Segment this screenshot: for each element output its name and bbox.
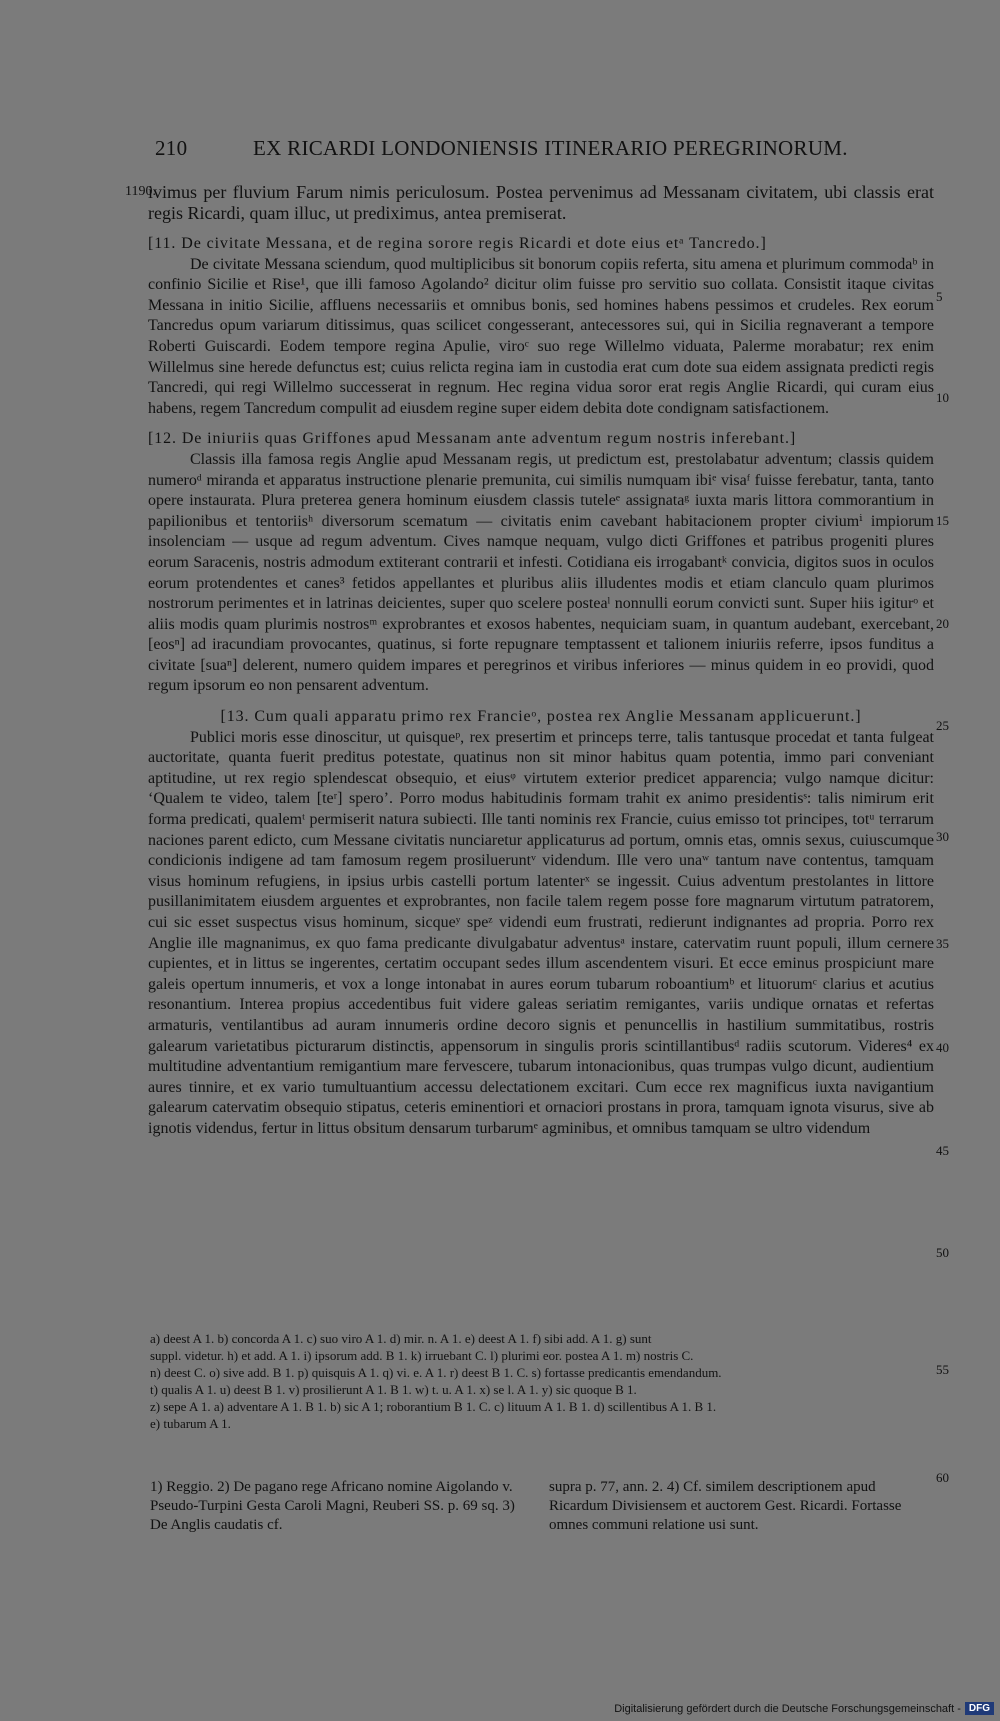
line-number: 55 (936, 1362, 949, 1377)
dfg-logo: DFG (965, 1702, 994, 1715)
line-number: 15 (936, 513, 949, 528)
line-number: 20 (936, 616, 949, 631)
section-12-text: Classis illa famosa regis Anglie apud Messanam regis, ut predictum est, prestolabatur adventum; classis quidem numeroᵈ miranda et apparatus instructione plenarie premunita, cui similis numquam ibiᵉ visaᶠ fuisse ferebatur, tanta, tanto opere instaurata. Plura preterea genera hominum eiusdem classis tuteleᵉ assignataᵍ iuxta maris littora commorantium in papilionibus et tentoriisʰ diversorum scematum — civitatis enim cavebant habitacionem propter civiumⁱ impiorum insolenciam — usque ad regum adventum. Cives namque nequam, vulgo dicti Griffones et patribus progeniti plures eorum Saracenis, nostris admodum extiterant contrarii et infesti. Cotidiana eis irrogabantᵏ convicia, digitos suos in oculos eorum protendentes et canes³ fetidos appellantes et pluribus aliis illudentes modis et etiam clanculo quam plurimos nostrorum perimentes et in latrinas deicientes, super quo scelere posteaˡ nonnulli eorum convicti sunt. Super hiis igiturᵒ et aliis modis quam plurimis nostrosᵐ exprobrantes et exosos habentes, nequiciam suam, in quantum audebant, exercebant, [eosⁿ] ad iracundiam provocantes, quatinus, si forte repugnare temptassent et talionem iniuriis referre, ipsos funditus a civitate [suaⁿ] delerent, numero quidem impares et peregrinos et viribus inferiores — minus quidem in eo providi, quod regum ipsorum eo non pensarent adventum. (148, 450, 934, 695)
line-number: 35 (936, 936, 949, 951)
line-number: 40 (936, 1040, 949, 1055)
line-number: 30 (936, 829, 949, 844)
section-11-text: De civitate Messana sciendum, quod multiplicibus sit bonorum copiis referta, situ amena et plurimum commodaᵇ in confinio Sicilie et Rise¹, que illi famoso Agolando² dicitur olim fuisse pro servitio suo collata. Consistit itaque civitas Messana in initio Sicilie, affluens necessariis et omnibus bonis, sed homines habens pessimos et crudeles. Rex eorum Tancredus opum variarum ditissimus, quas scilicet congesserant, antecessores sui, qui in Sicilia regnaverant a tempore Roberti Guiscardi. Eodem tempore regina Apulie, viroᶜ suo rege Willelmo viduata, Palerme morabatur; rex enim Willelmus sine herede defunctus est; cuius relicta regina iam in custodia erat cum dote sua eidem assignata predicti regis Tancredi, qui regi Willelmo successerat in regnum. Hec regina vidua soror erat regis Anglie Ricardi, qui curam eius habens, regem Tancredum compulit ad eiusdem regine super eidem debita dote condignam satisfactionem. (148, 255, 934, 417)
rubric-13: [13. Cum quali apparatu primo rex Francieᵒ, postea rex Anglie Messanam applicuerunt.] (220, 708, 862, 726)
digitization-credit (614, 1702, 994, 1715)
footnotes (150, 1478, 930, 1535)
line-number: 25 (936, 718, 949, 733)
apparatus-line: e) tubarum A 1. (150, 1416, 231, 1431)
rubric-11: [11. De civitate Messana, et de regina sorore regis Ricardi et dote eius etᵃ Tancredo.] (148, 235, 767, 252)
main-text (125, 182, 934, 1140)
footnotes-left: 1) Reggio. 2) De pagano rege Africano nomine Aigolando v. Pseudo-Turpini Gesta Caroli Magni, Reuberi SS. p. 69 sq. 3) De Anglis caudatis cf. (150, 1479, 515, 1533)
rubric-12: [12. De iniuriis quas Griffones apud Messanam ante adventum regum nostris inferebant.] (148, 430, 797, 448)
apparatus-line: a) deest A 1. b) concorda A 1. c) suo viro A 1. d) mir. n. A 1. e) deest A 1. f) sibi add. A 1. g) sunt (150, 1331, 652, 1346)
opening-paragraph: ivimus per fluvium Farum nimis periculosum. Postea pervenimus ad Messanam civitatem, ubi classis erat regis Ricardi, quam illuc, ut prediximus, antea premiserat. (148, 182, 934, 223)
line-number: 10 (936, 390, 949, 405)
line-number: 50 (936, 1245, 949, 1260)
line-number: 60 (936, 1470, 949, 1485)
line-number: 5 (936, 289, 943, 304)
running-title: EX RICARDI LONDONIENSIS ITINERARIO PEREGRINORUM. (253, 136, 848, 160)
apparatus-line: n) deest C. o) sive add. B 1. p) quisquis A 1. q) vi. e. A 1. r) deest B 1. C. s) fortasse predicantis emendandum. (150, 1365, 722, 1380)
apparatus-line: z) sepe A 1. a) adventare A 1. B 1. b) sic A 1; roborantium B 1. C. c) lituum A 1. B 1. d) scillentibus A 1. B 1. (150, 1399, 717, 1414)
apparatus-line: suppl. videtur. h) et add. A 1. i) ipsorum add. B 1. k) irruebant C. l) plurimi eor. postea A 1. m) nostris C. (150, 1348, 694, 1363)
apparatus-line: t) qualis A 1. u) deest B 1. v) prosilierunt A 1. B 1. w) t. u. A 1. x) se l. A 1. y) sic quoque B 1. (150, 1382, 637, 1397)
section-13-text: Publici moris esse dinoscitur, ut quisqueᵖ, rex presertim et princeps terre, talis tantusque procedat et tanta fulgeat auctoritate, quanta fuerit preditus potestate, quatinus non sit minor habitus quam potentia, immo pari conveniant aptitudine, ut rex regio splendescat obsequio, et eiusᵠ virtutem exterior predicet apparencia; vulgo namque dicitur: ‘Qualem te video, talem [teʳ] spero’. Porro modus habitudinis formam trahit ex animo presidentisˢ: talis nimirum erit forma predicati, qualemᵗ permiserit natura subiecti. Ille tanti nominis rex Francie, cuius emisso tot principes, totᵘ terrarum naciones parent edicto, cum Messane civitatis nunciaretur applicaturus ad portum, omnis etas, omnis sexus, cuiuscumque condicionis indigene ad tam famosum regem prosilueruntᵛ videndum. Ille vero unaʷ tantum nave contentus, tamquam visus hominum refugiens, in ipsius urbis castelli portum latenterˣ se ingessit. Cuius adventum prestolantes in littore pusillanimitatem eiusdem arguentes et exprobrantes, non facile talem regem posse fore magnarum virtutum patratorem, cui sic esset suspectus visus hominum, sicqueʸ speᶻ videndi eum frustrati, redierunt indignantes ad propria. Porro rex Anglie ille magnanimus, ex quo fama predicante divulgabatur adventusᵃ instare, catervatim ruunt populi, illum cernere cupientes, et in littus se ingerentes, certatim occupant sedes illum ascendentem visuri. Et ecce eminus prospiciunt mare galeis opertum innumeris, et vox a longe intonabat in aures eorum tubarum roboantiumᵇ et lituorumᶜ clarius et acutius resonantium. Interea propius accedentibus fuit videre galeas seriatim remigantes, variis undique ornatas et refertas armaturis, ventilantibus ad auram innumeris ordine decoro signis et penuncellis in hastilium summitatibus, rostris galearum varietatibus picturarum distinctis, appensorum in singulis proris scintillantibusᵈ radiis scutorum. Videres⁴ ex multitudine adventantium remigantium mare fervescere, tubarum intonacionibus, quas trumpas vulgo dicunt, audientium aures tinnire, et ex vario tumultuantium accessu delectationem excitari. Cum ecce rex magnificus iuxta navigantium galearum catervatim obsequio stipatus, ceteris eminentiori et ornaciori prostans in prora, tamquam ignota visurus, sive ab ignotis videndus, fertur in littus obsitum densarum turbarumᵉ agminibus, et omnibus tamquam se ultro videndum (148, 728, 934, 1137)
critical-apparatus (150, 1330, 930, 1432)
margin-year: 1190. (125, 184, 156, 199)
credit-text: Digitalisierung gefördert durch die Deutsche Forschungsgemeinschaft - (614, 1702, 961, 1715)
line-number: 45 (936, 1143, 949, 1158)
footnotes-right: supra p. 77, ann. 2. 4) Cf. similem descriptionem apud Ricardum Divisiensem et auctorem Gest. Ricardi. Fortasse omnes communi relatione usi sunt. (549, 1479, 902, 1533)
page-number: 210 (155, 136, 188, 160)
